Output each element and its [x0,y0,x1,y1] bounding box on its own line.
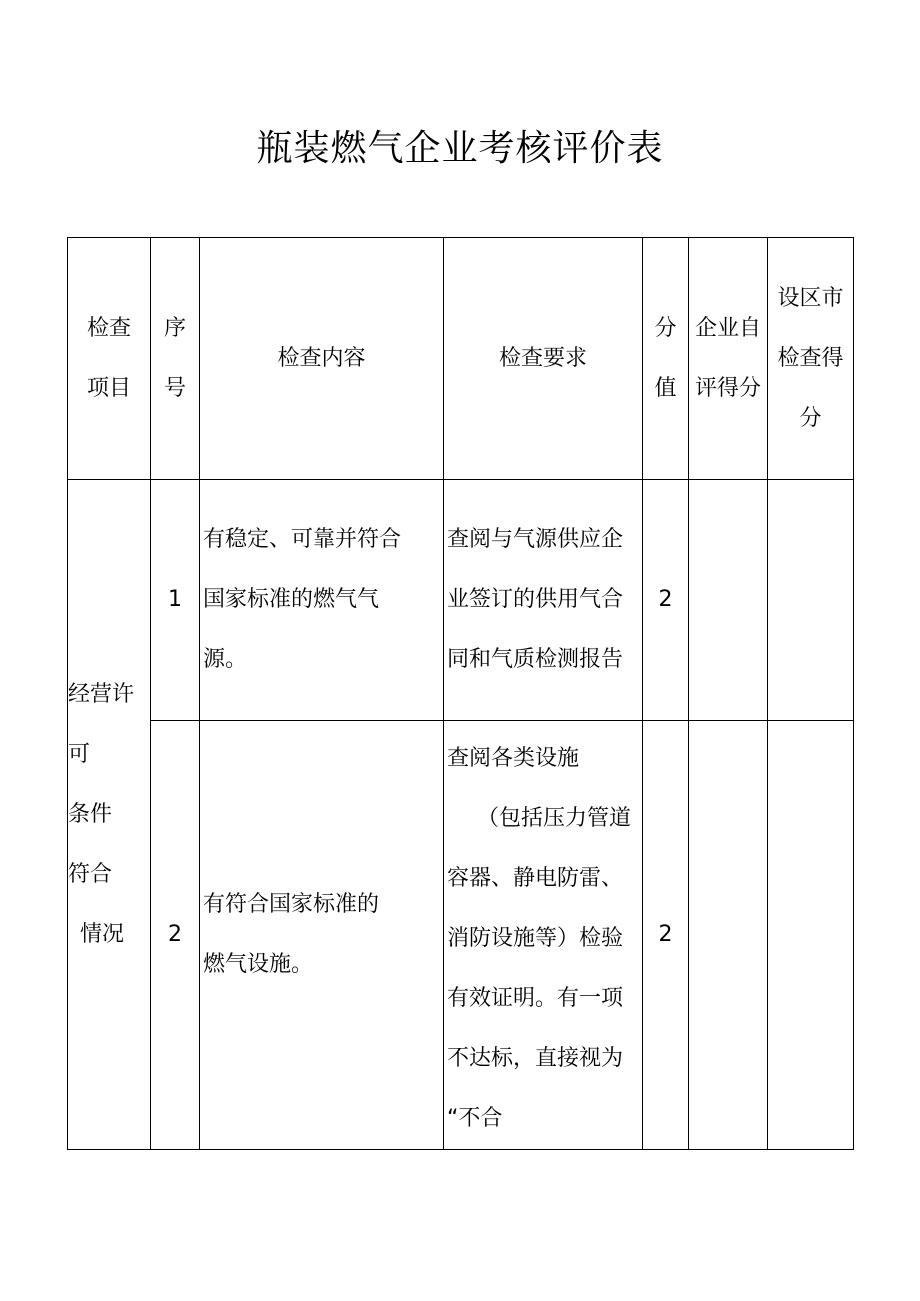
header-score: 分 值 [643,238,689,480]
header-content: 检查内容 [200,238,444,480]
table-header-row [68,238,854,480]
score-cell: 2 [643,721,689,1150]
city-score-cell[interactable] [768,721,854,1150]
score-cell: 2 [643,480,689,721]
requirement-cell: 查阅各类设施 （包括压力管道 容器、静电防雷、 消防设施等）检验 有效证明。有一项 不达标，直接视为 “不合 [444,721,643,1150]
city-score-cell[interactable] [768,480,854,721]
table-row [68,721,854,1150]
page-title: 瓶装燃气企业考核评价表 [256,128,664,169]
header-self-score: 企业自 评得分 [689,238,768,480]
header-requirement: 检查要求 [444,238,643,480]
seq-cell: 2 [151,721,200,1150]
header-seq: 序 号 [151,238,200,480]
table-row [68,480,854,721]
category-cell: 经营许 可 条件 符合 情况 [68,480,151,1150]
requirement-cell: 查阅与气源供应企 业签订的供用气合 同和气质检测报告 [444,480,643,721]
self-score-cell[interactable] [689,480,768,721]
header-city-score: 设区市 检查得 分 [768,238,854,480]
self-score-cell[interactable] [689,721,768,1150]
seq-cell: 1 [151,480,200,721]
content-cell: 有符合国家标准的 燃气设施。 [200,721,444,1150]
evaluation-table [67,237,854,1150]
header-item: 检查 项目 [68,238,151,480]
content-cell: 有稳定、可靠并符合 国家标准的燃气气 源。 [200,480,444,721]
